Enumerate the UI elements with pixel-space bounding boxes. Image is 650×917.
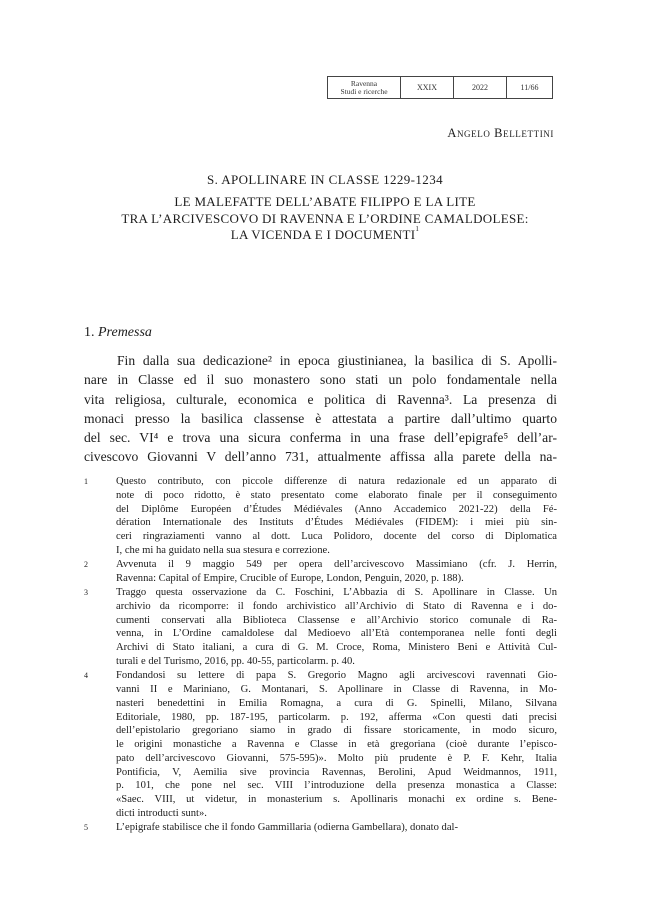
footnote-line: Fondandosi su lettere di papa S. Gregorio Magno agli arcivescovi ravennati Gio-: [116, 670, 557, 682]
subtitle-text: LA VICENDA E I DOCUMENTI: [230, 227, 416, 242]
body-line-text: vita religiosa, culturale, economica e politica di Ravenna³. La presenza di: [84, 391, 557, 407]
footnote-line: turali e del Turismo, 2016, pp. 40-55, particolarm. p. 40.: [116, 655, 355, 667]
body-line-text: monaci presso la basilica classense è attestata a partire dall’ultimo quarto: [84, 410, 557, 426]
body-line-text: Fin dalla sua dedicazione² in epoca giustinianea, la basilica di S. Apolli-: [117, 353, 557, 368]
body-line-text: del sec. VI⁴ e trova una sicura conferma in una frase dell’epigrafe⁵ dell’ar-: [84, 430, 557, 446]
footnote-line: «Saec. VIII, ut videtur, in monasterium s. Apollinaris monachi ex ordine s. Bene-: [116, 794, 557, 806]
footnote-line: L’epigrafe stabilisce che il fondo Gammillaria (odierna Gambellara), donato dal-: [116, 822, 459, 834]
footnote-line: note di poco ridotto, è stato presentato come elaborato finale per il conseguimento: [116, 489, 557, 501]
footnote-line: Avvenuta il 9 maggio 549 per opera dell’arcivescovo Massimiano (cfr. J. Herrin,: [116, 559, 557, 571]
section-number: 1.: [84, 325, 95, 340]
volume-cell: XXIX: [400, 77, 453, 98]
subtitle-line: LE MALEFATTE DELL’ABATE FILIPPO E LA LITE: [174, 194, 476, 209]
body-line: [84, 351, 557, 370]
footnote-number: 1: [84, 477, 88, 486]
footnote-line: p. 101, che pone nel sec. VIII l’introduzione della presenza monastica a Classe:: [116, 780, 557, 792]
body-line-text: nare in Classe ed il suo monastero sono stati un polo fondamentale nella: [84, 372, 557, 388]
journal-name-line1: Ravenna: [350, 78, 378, 88]
footnotes: [84, 475, 557, 835]
footnote-line: dell’epistolario gregoriano siamo in grado di fissare storicamente, in modo sicuro,: [116, 725, 557, 737]
footnote-line: Pontificia, V, Aemilia sive provincia Ravennas, Berolini, Apud Weidmannos, 1911,: [116, 766, 557, 778]
footnote-line: Ravenna: Capital of Empire, Crucible of Europe, London, Penguin, 2020, p. 188).: [116, 572, 464, 584]
footnote: [84, 475, 557, 558]
journal-header-box: [327, 76, 553, 99]
section-heading: [84, 325, 152, 341]
footnote-number: 5: [84, 823, 88, 833]
author-name: Angelo Bellettini: [447, 126, 554, 140]
footnote: [84, 558, 557, 586]
subtitle-line: [0, 227, 650, 244]
footnote-line: venna, in L’Ordine camaldolese dal Medioevo all’Età contemporanea nelle fonti degli: [116, 628, 557, 640]
body-line: [84, 447, 557, 466]
footnote-text: [116, 475, 557, 558]
body-line: [84, 409, 557, 428]
footnote-line: del Diplôme Européen d’Études Médiévales (Anno Accademico 2021-22) della Fé-: [116, 503, 557, 515]
footnote-number: 2: [84, 560, 88, 570]
journal-name-cell: [328, 77, 400, 98]
body-line: [84, 390, 557, 409]
footnote-number: 4: [84, 671, 88, 681]
footnote-line: Traggo questa osservazione da C. Foschini, L’Abbazia di S. Apollinare in Classe. Un: [116, 587, 557, 599]
body-text: [84, 351, 557, 467]
footnote-text: [116, 669, 557, 820]
footnote-line: archivio da ricomporre: il fondo archivistico all’Archivio di Stato di Ravenna e i do-: [116, 600, 557, 612]
footnote-line: Editoriale, 1980, pp. 187-195, particolarm. p. 192, afferma «Con questi dati precisi: [116, 711, 557, 723]
article-title-main: S. APOLLINARE IN CLASSE 1229-1234: [206, 172, 443, 187]
year-cell: 2022: [453, 77, 506, 98]
body-line: [84, 370, 557, 389]
footnote-text: [116, 586, 557, 669]
footnote: [84, 821, 557, 835]
body-line: [84, 428, 557, 447]
article-subtitle: [0, 194, 650, 244]
footnote-text: [116, 558, 557, 586]
subtitle-line: TRA L’ARCIVESCOVO DI RAVENNA E L’ORDINE CAMALDOLESE:: [121, 210, 529, 226]
journal-name-line2: Studi e ricerche: [340, 86, 388, 96]
footnote-line: I, che mi ha guidato nella sua stesura e correzione.: [116, 544, 330, 556]
footnote-line: vanni II e Mariniano, G. Montanari, S. Apollinare in Classe di Ravenna, in Mo-: [116, 684, 557, 696]
footnote-line: Archivi di Stato italiani, a cura di G. M. Croce, Roma, Ministero Beni e Attività Cul-: [116, 642, 557, 654]
footnote: [84, 669, 557, 820]
footnote-line: nasteri benedettini in Emilia Romagna, a cura di G. Spinelli, Milano, Silvana: [116, 697, 557, 709]
footnote-line: dicti introducti sunt».: [116, 807, 207, 819]
footnote-line: ceri ringraziamenti vanno al dott. Luca Polidoro, docente del corso di Diplomatica: [116, 531, 557, 542]
footnote-text: [116, 821, 557, 835]
footnote-number: 3: [84, 588, 88, 598]
footnote: [84, 586, 557, 669]
footnote-line: Questo contributo, con piccole differenze di natura redazionale ed un apparato di: [116, 476, 557, 487]
footnote-line: le origini monastiche a Ravenna e Classe in età gregoriana (cioè durante l’episco-: [116, 739, 557, 751]
footnote-ref: 1: [415, 225, 420, 233]
footnote-line: pato dell’arcivescovo Giovanni, 575-595)». Molto più prudente è P. F. Kehr, Italia: [116, 752, 557, 764]
section-title: Premessa: [98, 325, 152, 340]
footnote-line: dération Internationale des Instituts d’Études Médiévales (FIDEM): i miei più sin-: [116, 517, 557, 529]
body-line-text: civescovo Giovanni V dell’anno 731, attualmente affissa alla parete della na-: [84, 449, 557, 465]
footnote-line: cumenti conservati alla Biblioteca Classense e all’Archivio storico comunale di Ra-: [116, 614, 557, 626]
pages-cell: 11/66: [506, 77, 552, 98]
